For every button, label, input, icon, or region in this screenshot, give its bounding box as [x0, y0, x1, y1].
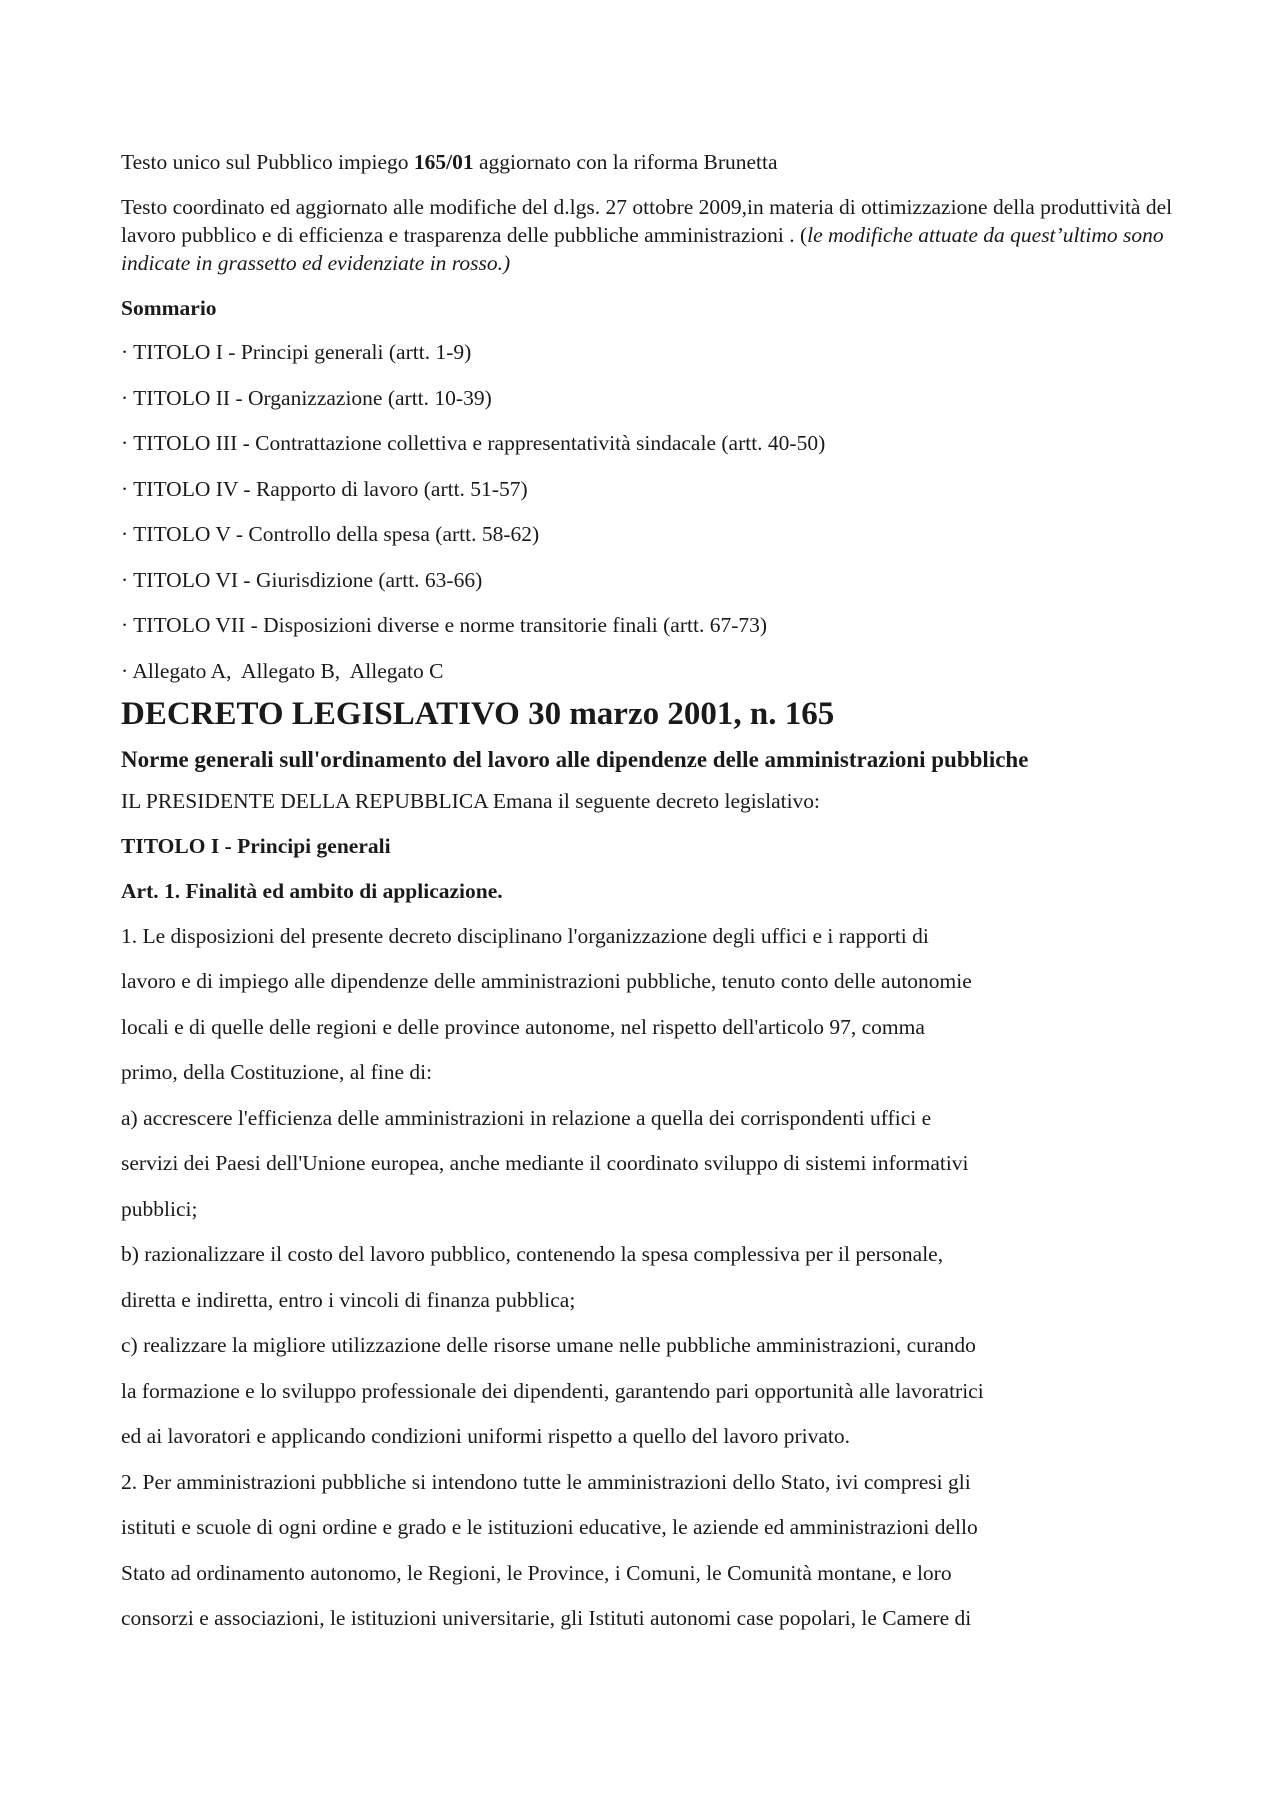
- body-line: la formazione e lo sviluppo professionale dei dipendenti, garantendo pari opportunità alle lavoratrici: [121, 1378, 984, 1403]
- decree-title: DECRETO LEGISLATIVO 30 marzo 2001, n. 165: [121, 695, 835, 732]
- summary-item-titolo-6[interactable]: · TITOLO VI - Giurisdizione (artt. 63-66): [121, 567, 483, 592]
- body-line: ed ai lavoratori e applicando condizioni uniformi rispetto a quello del lavoro privato.: [121, 1424, 850, 1448]
- article-heading: Art. 1. Finalità ed ambito di applicazione.: [121, 878, 503, 903]
- summary-item-titolo-4[interactable]: · TITOLO IV - Rapporto di lavoro (artt. 51-57): [121, 476, 528, 501]
- intro-text-after: aggiornato con la riforma Brunetta: [473, 150, 778, 174]
- body-line: locali e di quelle delle regioni e delle province autonome, nel rispetto dell'articolo 97, comma: [121, 1014, 925, 1039]
- body-line: istituti e scuole di ogni ordine e grado e le istituzioni educative, le aziende ed amministrazioni dello: [121, 1515, 978, 1539]
- document-page: [121, 148, 1181, 1642]
- intro-text-before: Testo unico sul Pubblico impiego: [121, 150, 414, 174]
- summary-heading: Sommario: [121, 296, 217, 320]
- body-line: b) razionalizzare il costo del lavoro pubblico, contenendo la spesa complessiva per il personale,: [121, 1242, 944, 1266]
- body-line: diretta e indiretta, entro i vincoli di finanza pubblica;: [121, 1287, 576, 1312]
- body-line: Stato ad ordinamento autonomo, le Regioni, le Province, i Comuni, le Comunità montane, e loro: [121, 1560, 952, 1585]
- body-line: 2. Per amministrazioni pubbliche si intendono tutte le amministrazioni dello Stato, ivi compresi gli: [121, 1469, 971, 1494]
- body-line: lavoro e di impiego alle dipendenze delle amministrazioni pubbliche, tenuto conto delle autonomie: [121, 969, 972, 993]
- president-line: IL PRESIDENTE DELLA REPUBBLICA Emana il seguente decreto legislativo:: [121, 788, 821, 813]
- article-body: [121, 914, 1181, 1642]
- body-line: c) realizzare la migliore utilizzazione delle risorse umane nelle pubbliche amministrazioni, curando: [121, 1333, 976, 1357]
- summary-list: [121, 338, 1181, 639]
- body-line: primo, della Costituzione, al fine di:: [121, 1060, 433, 1084]
- body-line: 1. Le disposizioni del presente decreto disciplinano l'organizzazione degli uffici e i rapporti di: [121, 923, 929, 948]
- coordinated-italic-note: le modifiche attuate da quest’ultimo sono indicate in grassetto ed evidenziate in rosso.): [121, 223, 1164, 275]
- body-line: consorzi e associazioni, le istituzioni universitarie, gli Istituti autonomi case popolari, le Camere di: [121, 1606, 972, 1630]
- summary-item-titolo-2[interactable]: · TITOLO II - Organizzazione (artt. 10-39): [121, 385, 492, 410]
- summary-item-titolo-7[interactable]: · TITOLO VII - Disposizioni diverse e norme transitorie finali (artt. 67-73): [121, 613, 768, 637]
- summary-item-titolo-5[interactable]: · TITOLO V - Controllo della spesa (artt. 58-62): [121, 522, 540, 546]
- summary-item-titolo-1[interactable]: · TITOLO I - Principi generali (artt. 1-9): [121, 340, 472, 364]
- coordinated-text: Testo coordinato ed aggiornato alle modifiche del d.lgs. 27 ottobre 2009,in materia di ottimizzazione della produttività del lavoro pubblico e di efficienza e trasparenza delle pubbliche amministrazioni . (: [121, 195, 1173, 247]
- summary-attachments[interactable]: · Allegato A, Allegato B, Allegato C: [121, 658, 444, 683]
- intro-line: [121, 148, 1181, 176]
- decree-subtitle: Norme generali sull'ordinamento del lavoro alle dipendenze delle amministrazioni pubbliche: [121, 746, 1029, 772]
- body-line: a) accrescere l'efficienza delle amministrazioni in relazione a quella dei corrispondenti uffici e: [121, 1105, 932, 1130]
- summary-item-titolo-3[interactable]: · TITOLO III - Contrattazione collettiva e rappresentatività sindacale (artt. 40-50): [121, 431, 826, 455]
- titolo-heading: TITOLO I - Principi generali: [121, 833, 391, 858]
- coordinated-text-paragraph: [121, 193, 1181, 277]
- body-line: servizi dei Paesi dell'Unione europea, anche mediante il coordinato sviluppo di sistemi informativi: [121, 1151, 969, 1175]
- body-line: pubblici;: [121, 1196, 198, 1221]
- intro-law-number: 165/01: [413, 150, 474, 174]
